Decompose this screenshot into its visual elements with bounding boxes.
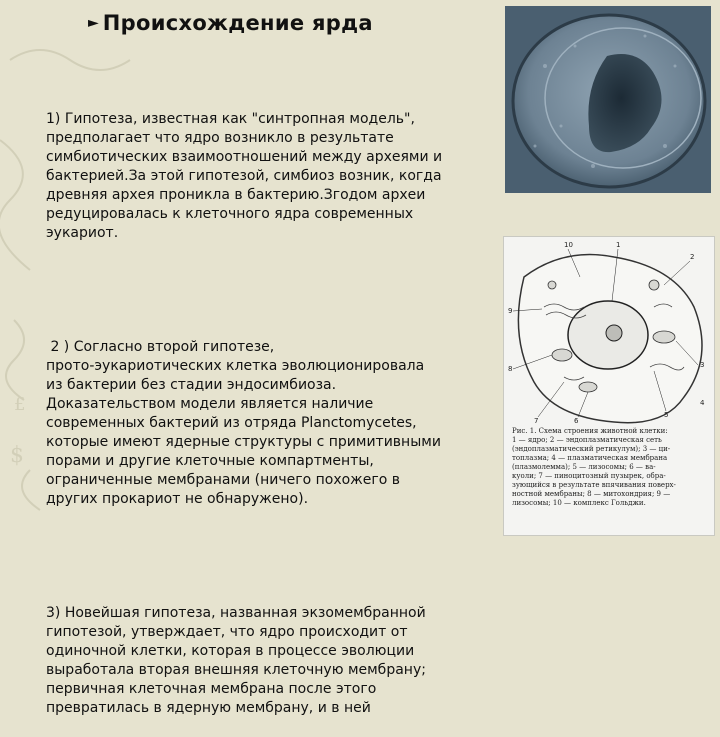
svg-text:3: 3 — [700, 361, 705, 369]
svg-text:£: £ — [14, 394, 26, 415]
svg-text:10: 10 — [564, 241, 573, 249]
cell-micrograph-image — [505, 6, 711, 193]
svg-text:6: 6 — [574, 417, 579, 425]
cell-structure-diagram — [503, 236, 715, 536]
paragraph-1: 1) Гипотеза, известная как "синтропная модель", предполагает что ядро возникло в результате симбиотических взаимоотношений между археями и бактерией.За этой гипотезой, симбиоз возник, когда древняя архея проникла в бактерию.Згодом археи редуцировалась к клеточного ядра современных эукариот. — [46, 111, 443, 241]
svg-text:1: 1 — [616, 241, 621, 249]
bullet-arrow-icon: ► — [88, 15, 99, 31]
svg-text:$: $ — [10, 443, 24, 468]
slide-title: Происхождение ярда — [102, 11, 373, 35]
svg-text:4: 4 — [700, 399, 705, 407]
body-text — [46, 72, 502, 737]
svg-text:5: 5 — [664, 411, 669, 419]
svg-text:2: 2 — [690, 253, 695, 261]
paragraph-3: 3) Новейшая гипотеза, названная экзомембранной гипотезой, утверждает, что ядро происходит от одиночной клетки, которая в процессе эволюции выработала вторая внешняя клеточную мембрану; первичная клеточная мембрана после этого превратилась в ядерную мембрану, и в ней — [46, 605, 426, 716]
title-row — [88, 8, 373, 38]
figure-caption: Рис. 1. Схема строения животной клетки: 1 — ядро; 2 — эндоплазматическая сеть (эндоплазматический ретикулум); 3 — ци- топлазма; 4 — плазматическая мембрана (плазмолемма); 5 — лизосомы; 6 — ва- куоли; 7 — пиноцитозный пузырек, обра- зующийся в результате впячивания поверх- ностной мембраны; 8 — митохондрия; 9 — лизосомы; 10 — комплекс Гольджи. — [512, 427, 676, 507]
svg-text:8: 8 — [508, 365, 513, 373]
svg-text:9: 9 — [508, 307, 513, 315]
svg-text:7: 7 — [534, 417, 539, 425]
paragraph-2: 2 ) Согласно второй гипотезе, прото-эукариотических клетка эволюционировала из бактерии без стадии эндосимбиоза. Доказательством модели является наличие современных бактерий из отряда Planctomycetes, которые имеют ядерные структуры с примитивными порами и другие клеточные компартменты, ограниченные мембранами (ничего похожего в других прокариот не обнаружено). — [46, 339, 441, 507]
